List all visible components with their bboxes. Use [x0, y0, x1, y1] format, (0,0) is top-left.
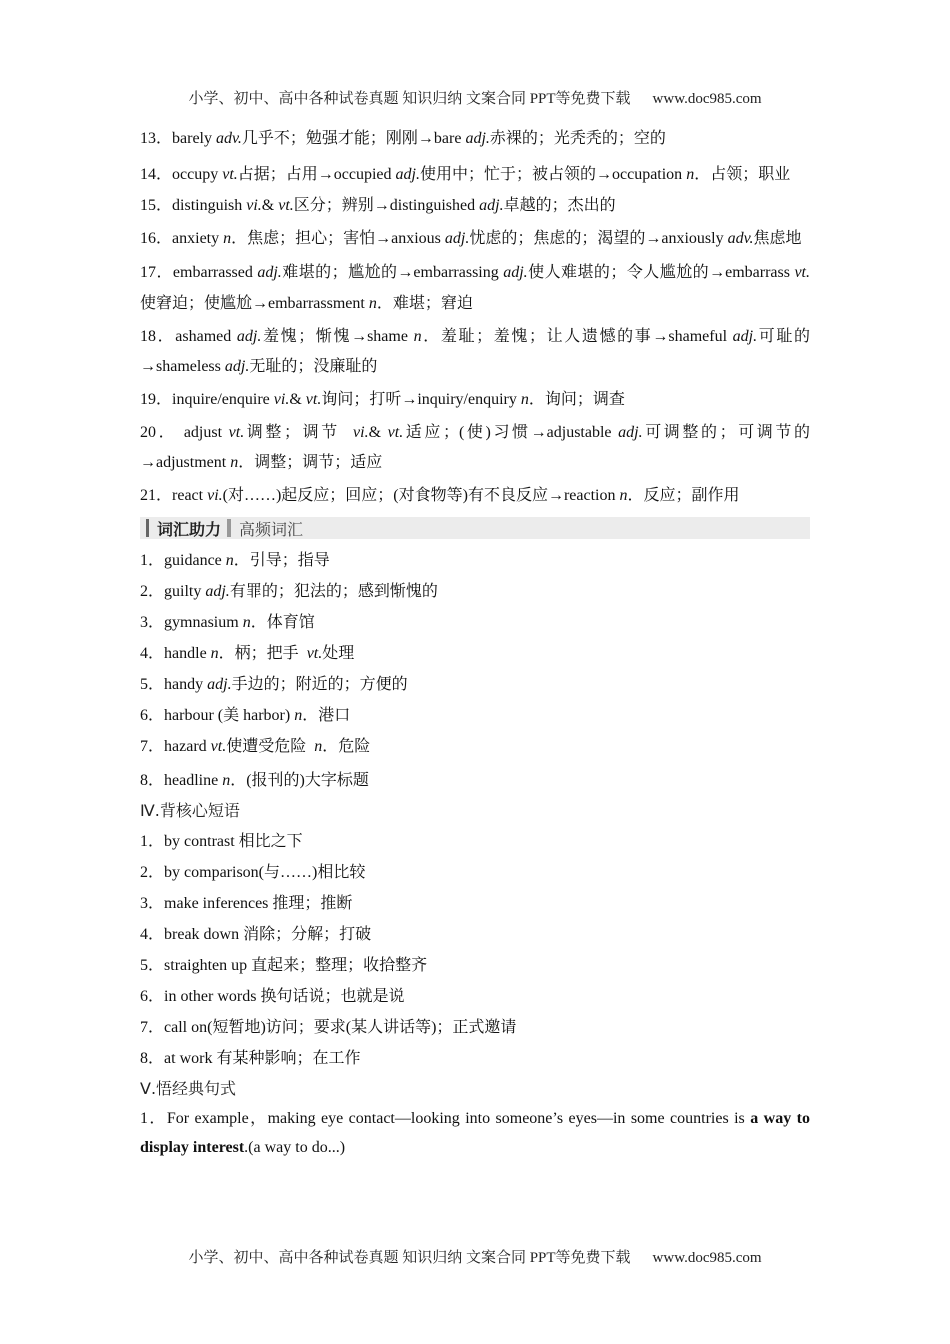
word-entry: 15．distinguish vi.& vt.区分；辨别→distinguished adj.卓越的；杰出的	[140, 197, 616, 214]
footer-site: www.doc985.com	[652, 1250, 762, 1266]
vocab-item: 3．gymnasium n．体育馆	[140, 614, 315, 631]
word-entry: 21．react vi.(对……)起反应；回应；(对食物等)有不良反应→reaction n．反应；副作用	[140, 487, 740, 504]
word-entry: 16．anxiety n．焦虑；担心；害怕→anxious adj.忧虑的；焦虑的；渴望的→anxiously adv.焦虑地	[140, 230, 802, 247]
phrases-title: Ⅳ.背核心短语	[140, 801, 240, 820]
phrase-item: 7．call on(短暂地)访问；要求(某人讲话等)；正式邀请	[140, 1019, 517, 1036]
word-entry: 14．occupy vt.占据；占用→occupied adj.使用中；忙于；被占领的→occupation n．占领；职业	[140, 166, 791, 183]
vocab-item: 7．hazard vt.使遭受危险 n．危险	[140, 738, 371, 755]
document-body	[140, 124, 810, 1162]
phrase-item: 4．break down 消除；分解；打破	[140, 926, 372, 943]
phrase-item: 1．by contrast 相比之下	[140, 833, 303, 850]
sentence-item: 1．For example，making eye contact—looking into someone’s eyes—in some countries is a way to display interest.(a way to do...)	[140, 1110, 810, 1156]
header-site: www.doc985.com	[652, 91, 762, 107]
vocab-bar-sub: 高频词汇	[239, 519, 304, 539]
page-header	[0, 87, 950, 108]
vocab-item: 4．handle n．柄；把手 vt.处理	[140, 645, 355, 662]
word-entry: 20． adjust vt.调整；调节 vi.& vt.适应；(使)习惯→adjustable adj.可调整的；可调节的→adjustment n．调整；调节；适应	[140, 424, 811, 471]
word-entry: 18．ashamed adj.羞愧；惭愧→shame n．羞耻；羞愧；让人遗憾的事→shameful adj.可耻的→shameless adj.无耻的；没廉耻的	[140, 328, 810, 375]
vocab-item: 5．handy adj.手边的；附近的；方便的	[140, 676, 408, 693]
bar-marker	[146, 519, 149, 537]
vocab-item: 6．harbour (美 harbor) n．港口	[140, 707, 351, 724]
sentences-title: Ⅴ.悟经典句式	[140, 1079, 237, 1098]
footer-text: 小学、初中、高中各种试卷真题 知识归纳 文案合同 PPT等免费下载	[188, 1250, 631, 1266]
vocab-section-bar	[140, 517, 810, 539]
word-entry: 13．barely adv.几乎不；勉强才能；刚刚→bare adj.赤裸的；光秃秃的；空的	[140, 130, 666, 147]
header-text: 小学、初中、高中各种试卷真题 知识归纳 文案合同 PPT等免费下载	[188, 91, 631, 107]
vocab-item: 8．headline n．(报刊的)大字标题	[140, 772, 369, 789]
phrase-item: 8．at work 有某种影响；在工作	[140, 1050, 361, 1067]
vocab-bar-label: 词汇助力	[157, 519, 222, 539]
word-entry: 17．embarrassed adj.难堪的；尴尬的→embarrassing adj.使人难堪的；令人尴尬的→embarrass vt.使窘迫；使尴尬→embarrassment n．难堪；窘迫	[140, 264, 810, 312]
vocab-item: 2．guilty adj.有罪的；犯法的；感到惭愧的	[140, 583, 438, 600]
phrase-item: 5．straighten up 直起来；整理；收拾整齐	[140, 957, 428, 974]
phrase-item: 2．by comparison(与……)相比较	[140, 864, 366, 881]
bar-divider	[227, 519, 231, 537]
page-footer	[0, 1246, 950, 1267]
vocab-item: 1．guidance n．引导；指导	[140, 552, 330, 569]
word-entry: 19．inquire/enquire vi.& vt.询问；打听→inquiry/enquiry n．询问；调查	[140, 391, 625, 408]
phrase-item: 6．in other words 换句话说；也就是说	[140, 988, 405, 1005]
phrase-item: 3．make inferences 推理；推断	[140, 895, 353, 912]
